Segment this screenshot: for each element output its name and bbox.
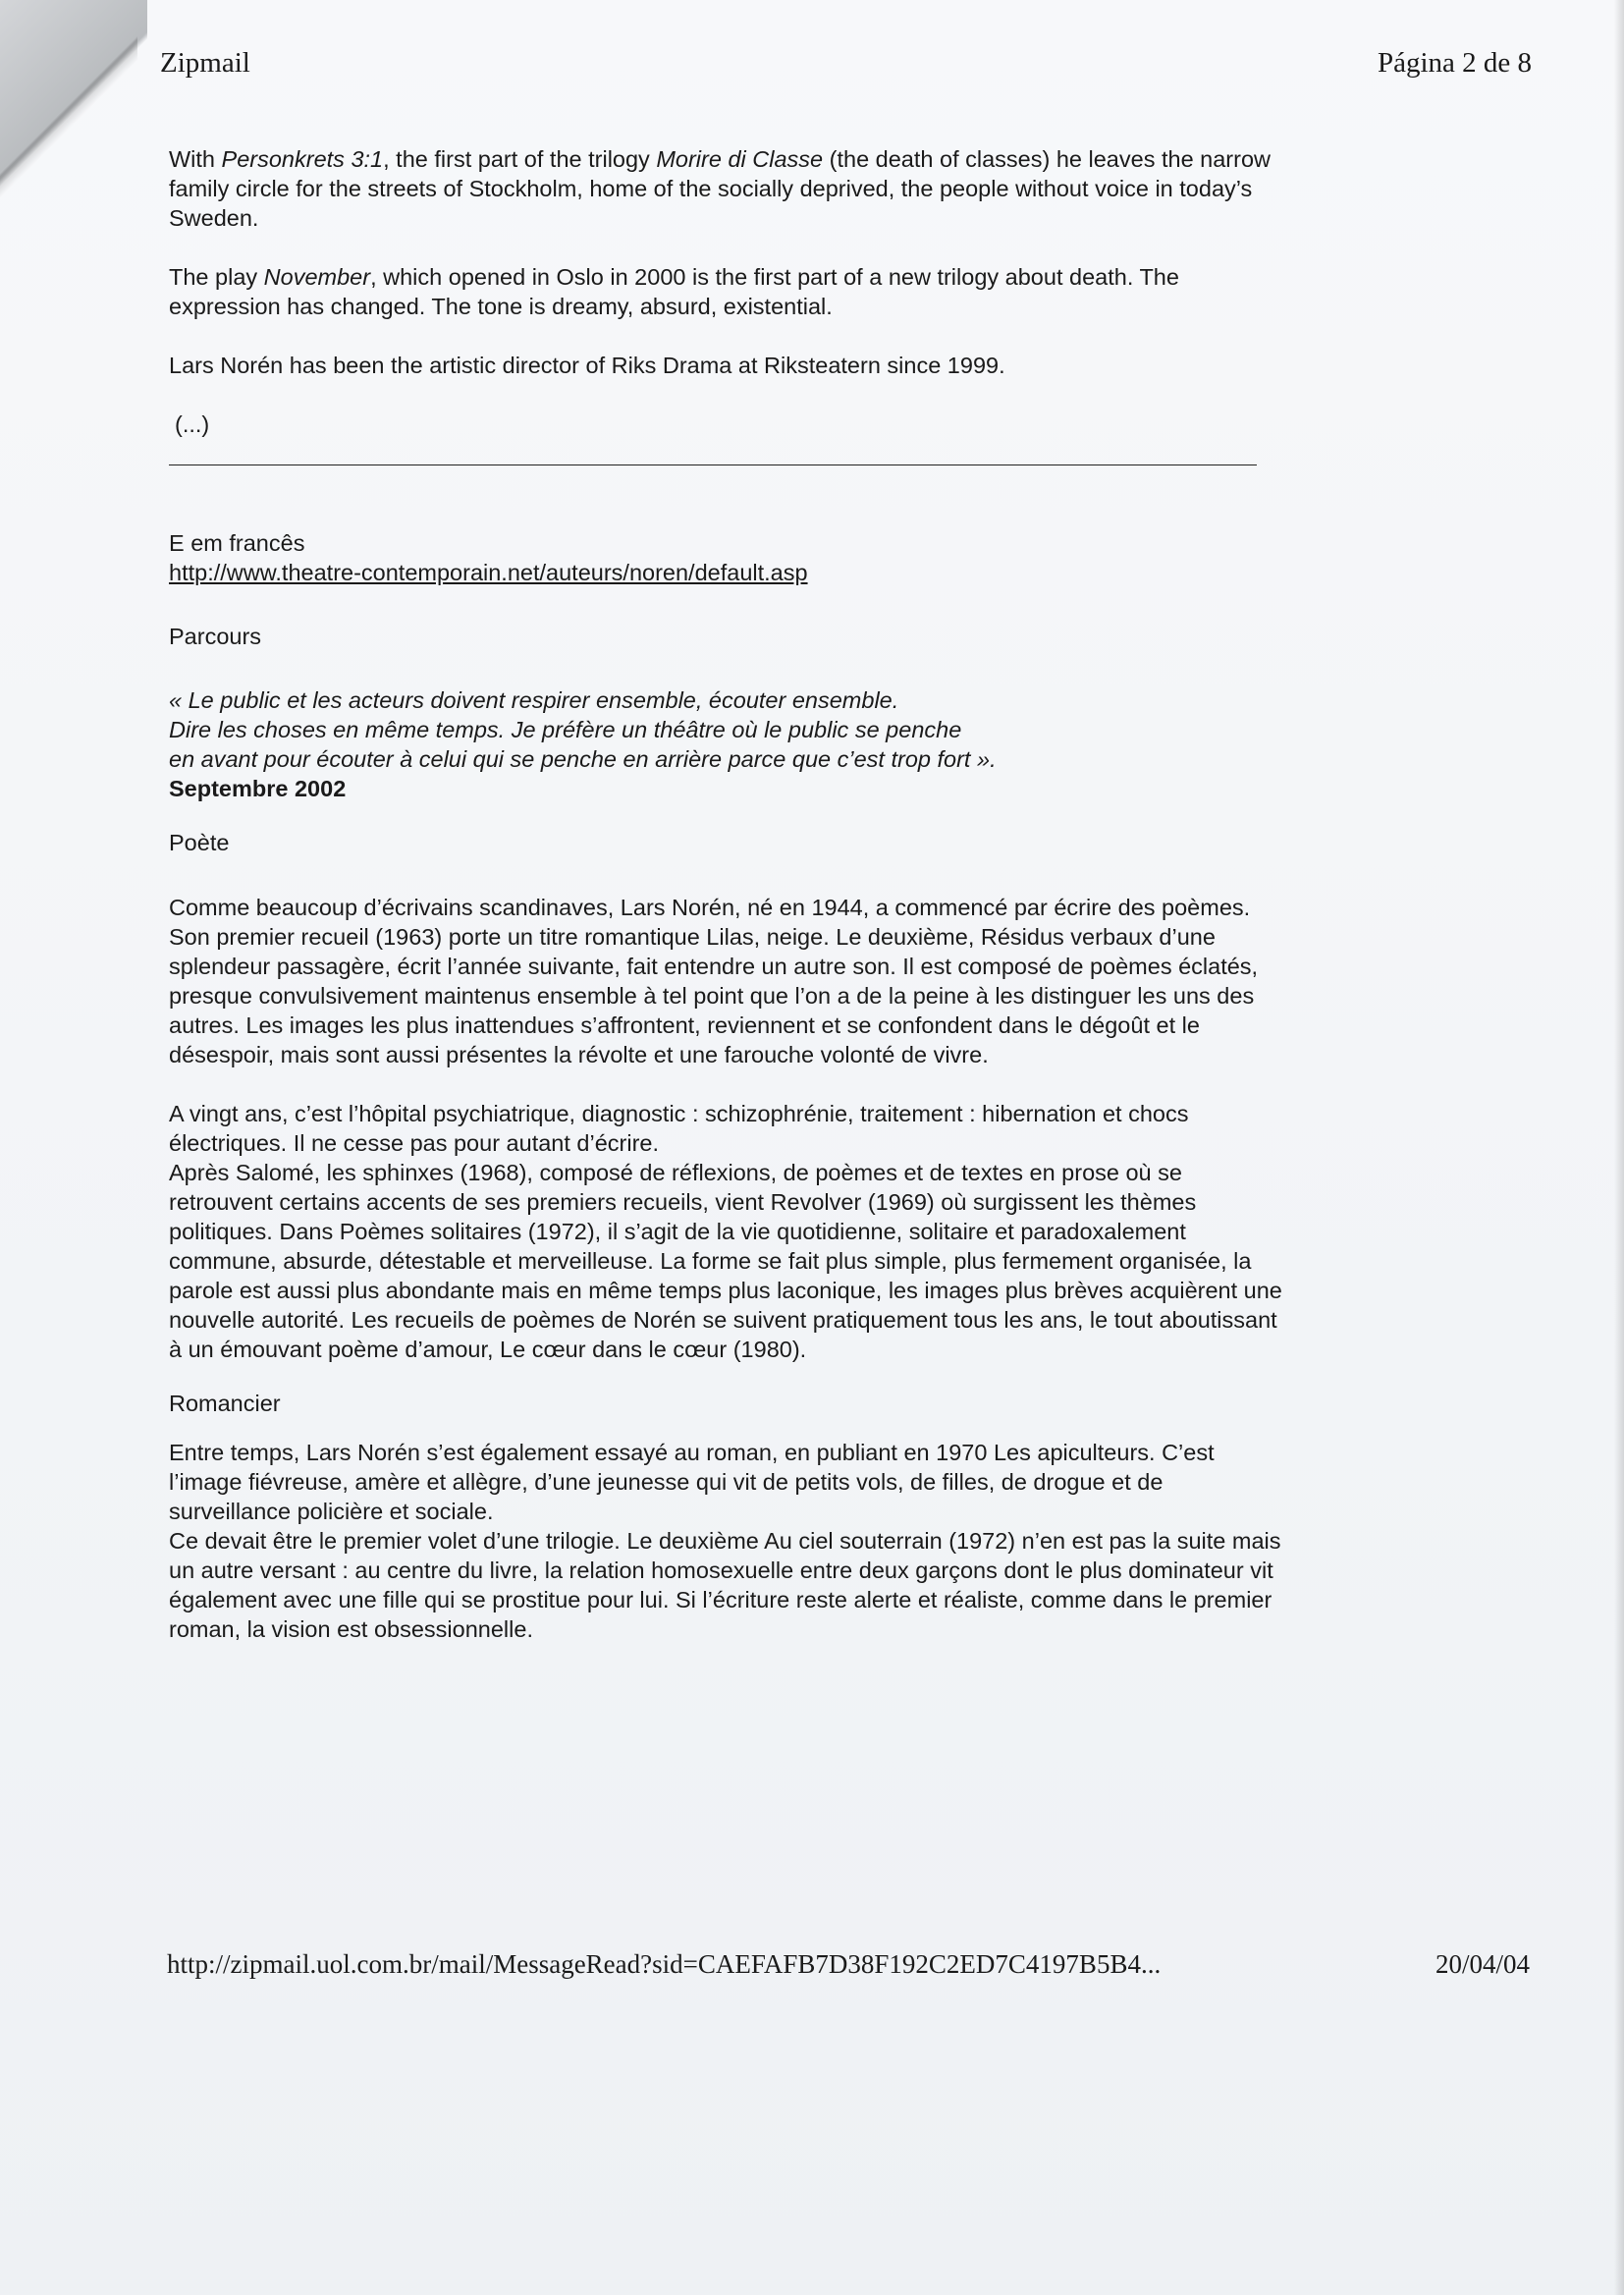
poete-paragraph-3: Après Salomé, les sphinxes (1968), composé de réflexions, de poèmes et de textes en prose où se retrouvent certains accents de ses premiers recueils, vient Revolver (1969) où surgissent les thèmes politiques. Dans Poèmes solitaires (1972), il s’agit de la vie quotidienne, solitaire et paradoxalement commune, absurde, détestable et merveilleuse. La forme se fait plus simple, plus fermement organisée, la parole est aussi plus abondante mais en même temps plus laconique, les images plus brèves acquièrent une nouvelle autorité. Les recueils de poèmes de Norén se suivent pratiquement tous les ans, le tout aboutissant à un émouvant poème d’amour, Le cœur dans le cœur (1980). xyxy=(169,1160,1282,1362)
text-run: , the first part of the trilogy xyxy=(383,146,657,172)
text-run: With xyxy=(169,146,222,172)
footer-url: http://zipmail.uol.com.br/mail/MessageRead?sid=CAEFAFB7D38F192C2ED7C4197B5B4... xyxy=(167,1949,1162,1979)
ellipsis: (...) xyxy=(175,411,210,437)
section-heading-romancier: Romancier xyxy=(169,1391,281,1416)
folded-corner-shadow xyxy=(0,0,137,216)
english-paragraph-3: Lars Norén has been the artistic director of Riks Drama at Riksteatern since 1999. xyxy=(169,353,1005,378)
play-title: November xyxy=(263,264,371,290)
trilogy-title: Morire di Classe xyxy=(656,146,824,172)
text-run: The play xyxy=(169,264,264,290)
quote-line: « Le public et les acteurs doivent respirer ensemble, écouter ensemble. xyxy=(169,687,899,713)
quote-line: en avant pour écouter à celui qui se penche en arrière parce que c’est trop fort ». xyxy=(169,746,997,772)
english-paragraph-2 xyxy=(169,262,1288,321)
play-title: Personkrets 3:1 xyxy=(221,146,384,172)
text-run: (the death of classes) he leaves the narrow family circle for the streets of Stockholm, home of the socially deprived, the people without voice in today’s Sweden. xyxy=(169,146,1271,231)
source-link[interactable]: http://www.theatre-contemporain.net/auteurs/noren/default.asp xyxy=(169,560,808,585)
document-body xyxy=(169,144,1288,1644)
poete-paragraph-2: A vingt ans, c’est l’hôpital psychiatrique, diagnostic : schizophrénie, traitement : hibernation et chocs électriques. Il ne cesse pas pour autant d’écrire. xyxy=(169,1101,1189,1156)
poete-paragraph-1: Comme beaucoup d’écrivains scandinaves, Lars Norén, né en 1944, a commencé par écrire des poèmes. Son premier recueil (1963) porte un titre romantique Lilas, neige. Le deuxième, Résidus verbaux d’une splendeur passagère, écrit l’année suivante, fait entendre un autre son. Il est composé de poèmes éclatés, presque convulsivement maintenus ensemble à tel point que l’on a de la peine à les distinguer les uns des autres. Les images les plus inattendues s’affrontent, reviennent et se confondent dans le dégoût et le désespoir, mais sont aussi présentes la révolte et une farouche volonté de vivre. xyxy=(169,895,1259,1067)
section-heading-poete: Poète xyxy=(169,830,230,855)
romancier-paragraph-2: Ce devait être le premier volet d’une trilogie. Le deuxième Au ciel souterrain (1972) n’en est pas la suite mais un autre versant : au centre du livre, la relation homosexuelle entre deux garçons dont le plus dominateur vit également avec une fille qui se prostitue pour lui. Si l’écriture reste alerte et réaliste, comme dans le premier roman, la vision est obsessionnelle. xyxy=(169,1528,1281,1642)
page-edge-shadow xyxy=(1614,0,1624,2295)
romancier-paragraph-1: Entre temps, Lars Norén s’est également essayé au roman, en publiant en 1970 Les apiculteurs. C’est l’image fiévreuse, amère et allègre, d’une jeunesse qui vit de petits vols, de filles, de drogue et de surveillance policière et sociale. xyxy=(169,1440,1215,1524)
french-intro: E em francês xyxy=(169,530,305,556)
quote-date: Septembre 2002 xyxy=(169,776,347,801)
section-heading-parcours: Parcours xyxy=(169,624,262,649)
english-paragraph-1 xyxy=(169,144,1288,233)
footer-date: 20/04/04 xyxy=(1435,1949,1530,1979)
text-run: , which opened in Oslo in 2000 is the first part of a new trilogy about death. The expression has changed. The tone is dreamy, absurd, existential. xyxy=(169,264,1179,319)
header-app-name: Zipmail xyxy=(160,47,250,79)
header-page-number: Página 2 de 8 xyxy=(1377,47,1532,79)
quote-line: Dire les choses en même temps. Je préfère un théâtre où le public se penche xyxy=(169,717,962,742)
